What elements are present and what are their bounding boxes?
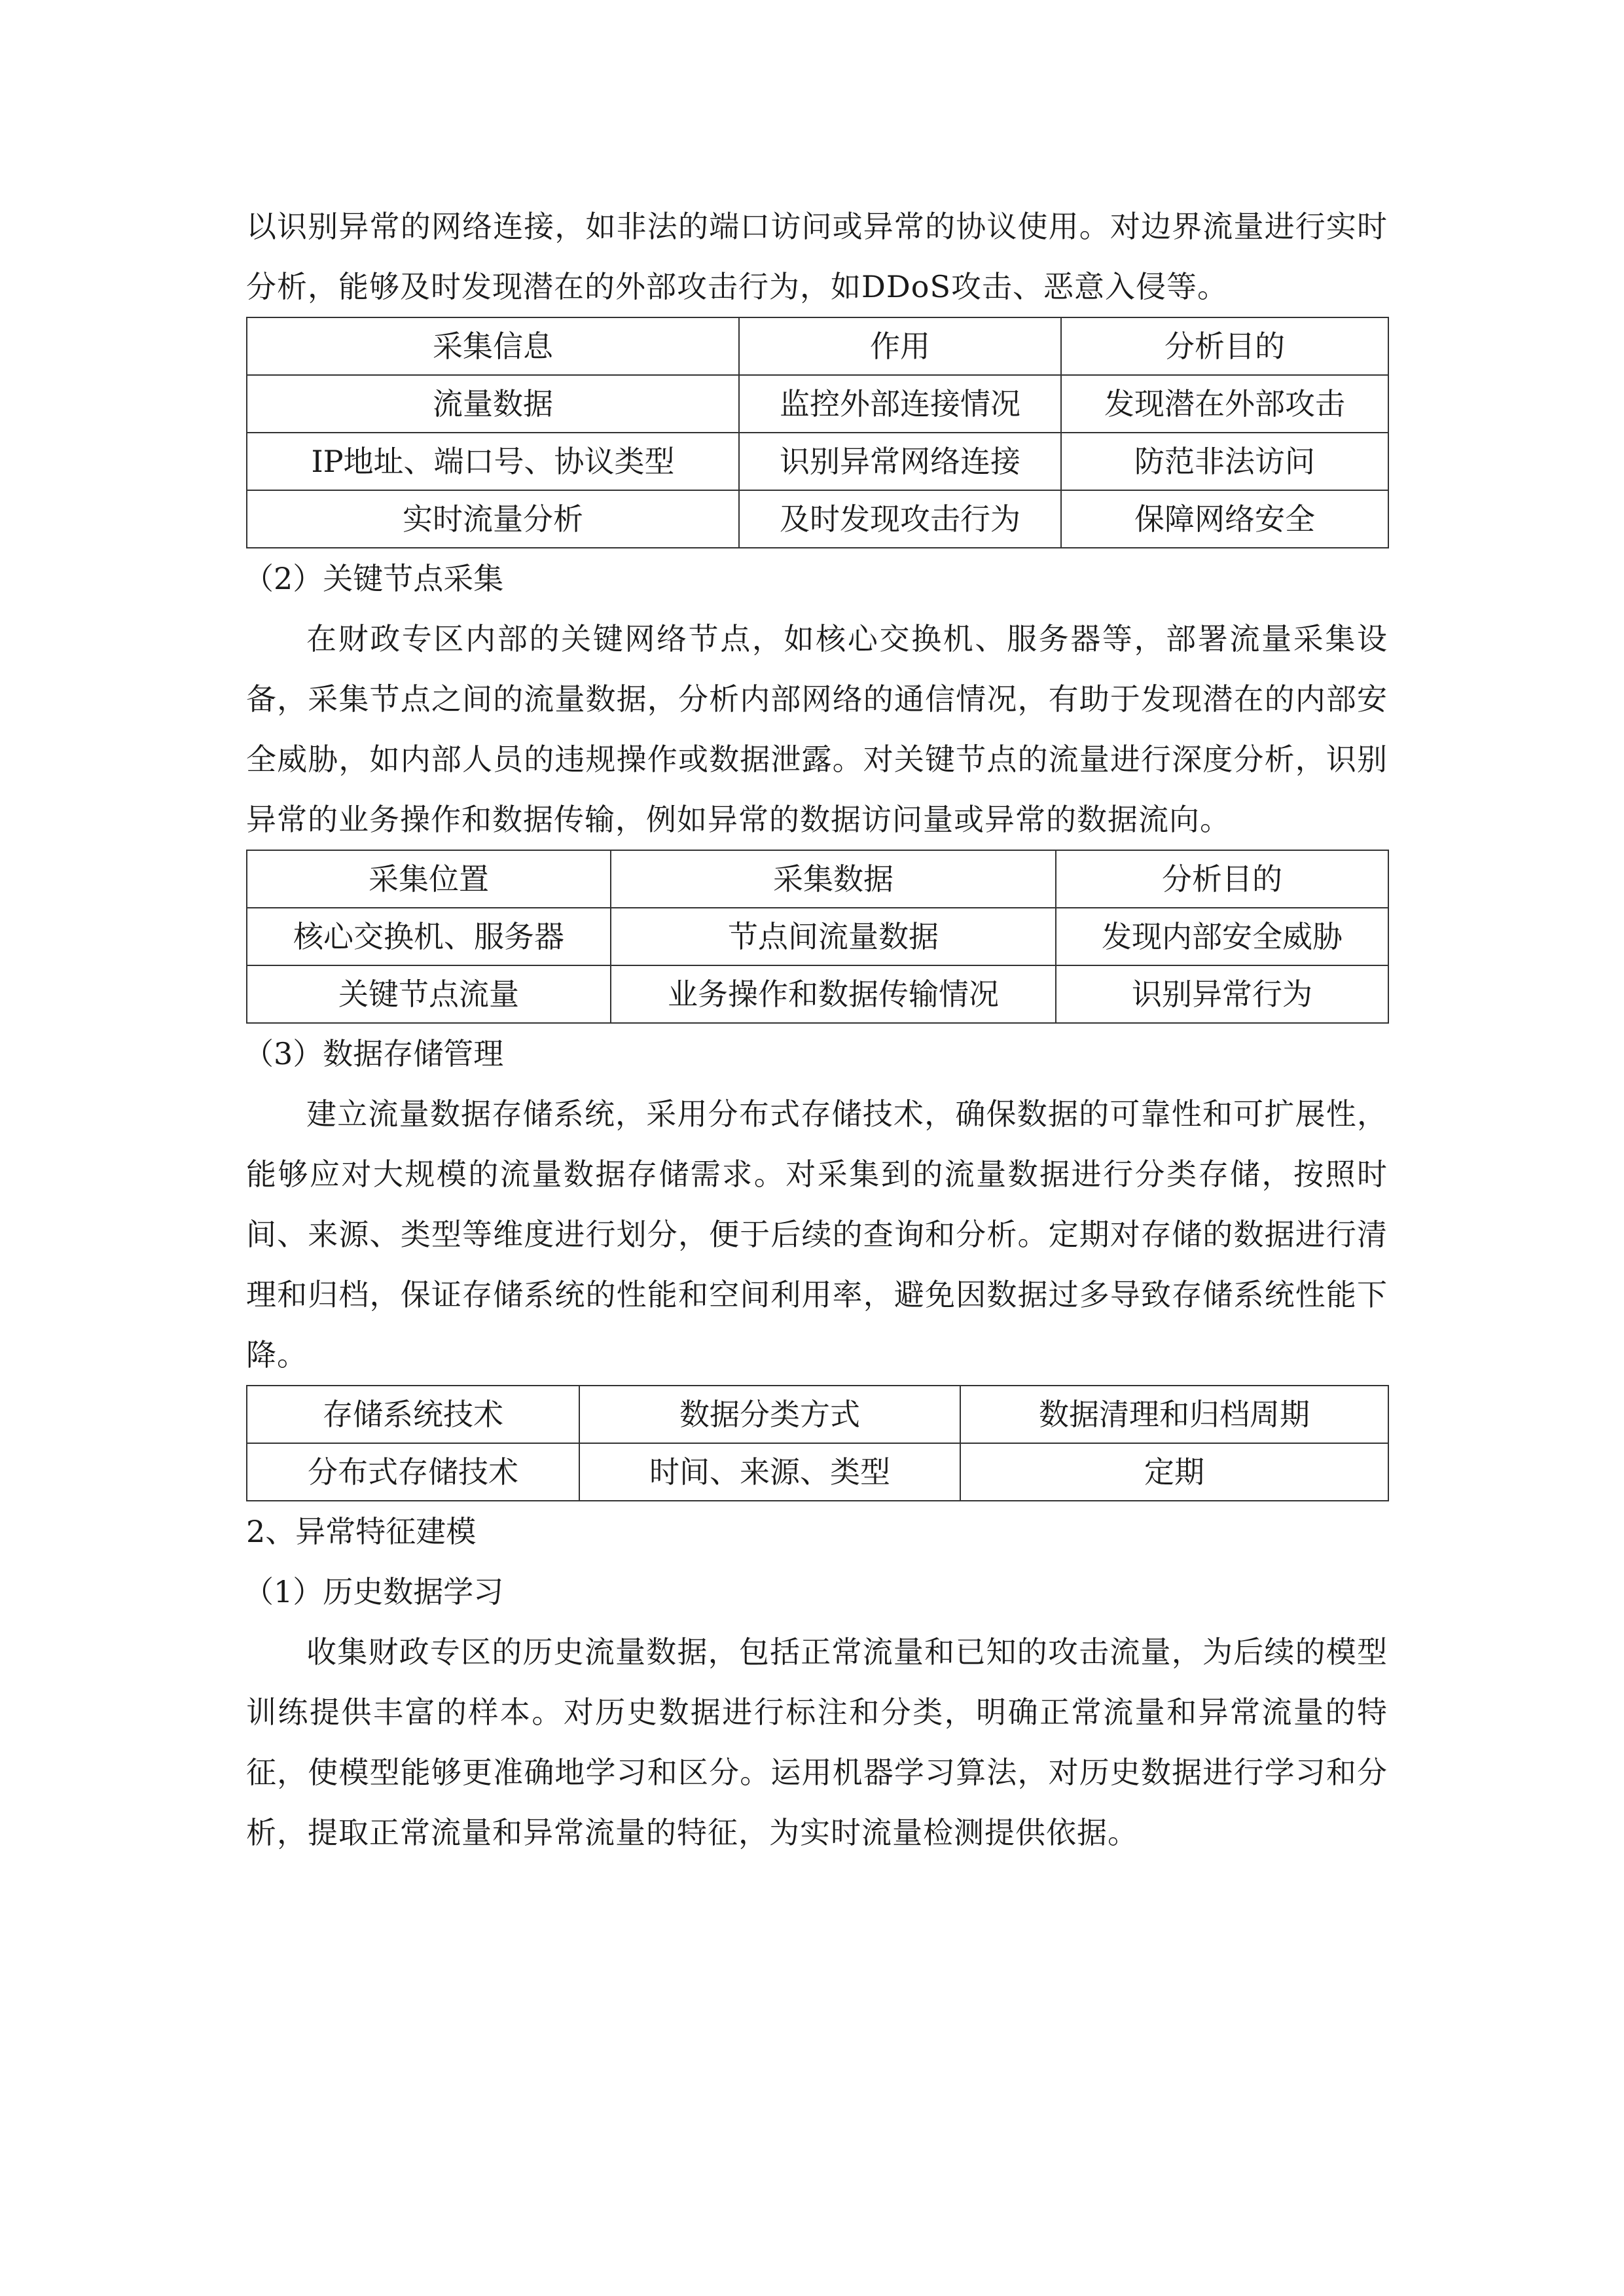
table-cell: 识别异常行为 [1056, 965, 1388, 1023]
table-header-cell: 作用 [739, 317, 1061, 375]
table-cell: IP地址、端口号、协议类型 [247, 433, 739, 490]
table-header-cell: 分析目的 [1056, 850, 1388, 908]
section-paragraph-history-learning: 收集财政专区的历史流量数据，包括正常流量和已知的攻击流量，为后续的模型训练提供丰富的样本。对历史数据进行标注和分类，明确正常流量和异常流量的特征，使模型能够更准确地学习和区分。运用机器学习算法，对历史数据进行学习和分析，提取正常流量和异常流量的特征，为实时流量检测提供依据。 [246, 1634, 1388, 1850]
table-row [247, 908, 1388, 965]
table-collection-info [246, 317, 1389, 548]
table-row [247, 433, 1388, 490]
section-heading-key-nodes: （2）关键节点采集 [244, 561, 504, 596]
table-cell: 核心交换机、服务器 [247, 908, 611, 965]
table-row [247, 490, 1388, 548]
table-header-cell: 存储系统技术 [247, 1386, 579, 1443]
table-header-cell: 采集数据 [611, 850, 1056, 908]
section-paragraph-key-nodes: 在财政专区内部的关键网络节点，如核心交换机、服务器等，部署流量采集设备，采集节点之间的流量数据，分析内部网络的通信情况，有助于发现潜在的内部安全威胁，如内部人员的违规操作或数据泄露。对关键节点的流量进行深度分析，识别异常的业务操作和数据传输，例如异常的数据访问量或异常的数据流向。 [246, 621, 1388, 837]
table-row [247, 375, 1388, 433]
table-row [247, 1443, 1388, 1501]
table-header-cell: 采集信息 [247, 317, 739, 375]
table-cell: 业务操作和数据传输情况 [611, 965, 1056, 1023]
table-cell: 保障网络安全 [1061, 490, 1388, 548]
document-page [246, 196, 1388, 1863]
table-cell: 实时流量分析 [247, 490, 739, 548]
table-cell: 流量数据 [247, 375, 739, 433]
table-cell: 监控外部连接情况 [739, 375, 1061, 433]
table-cell: 识别异常网络连接 [739, 433, 1061, 490]
table-header-row [247, 850, 1388, 908]
table-cell: 发现潜在外部攻击 [1061, 375, 1388, 433]
table-header-cell: 数据分类方式 [579, 1386, 960, 1443]
table-header-cell: 采集位置 [247, 850, 611, 908]
table-header-cell: 数据清理和归档周期 [960, 1386, 1388, 1443]
section-heading-history-learning: （1）历史数据学习 [244, 1574, 504, 1609]
table-key-nodes [246, 850, 1389, 1024]
table-cell: 关键节点流量 [247, 965, 611, 1023]
table-cell: 节点间流量数据 [611, 908, 1056, 965]
table-header-cell: 分析目的 [1061, 317, 1388, 375]
table-cell: 时间、来源、类型 [579, 1443, 960, 1501]
chapter-heading-anomaly-modeling: 2、异常特征建模 [246, 1514, 477, 1549]
intro-paragraph: 以识别异常的网络连接，如非法的端口访问或异常的协议使用。对边界流量进行实时分析，能够及时发现潜在的外部攻击行为，如DDoS攻击、恶意入侵等。 [246, 209, 1388, 304]
table-header-row [247, 317, 1388, 375]
table-row [247, 965, 1388, 1023]
section-paragraph-storage: 建立流量数据存储系统，采用分布式存储技术，确保数据的可靠性和可扩展性，能够应对大规模的流量数据存储需求。对采集到的流量数据进行分类存储，按照时间、来源、类型等维度进行划分，便于后续的查询和分析。定期对存储的数据进行清理和归档，保证存储系统的性能和空间利用率，避免因数据过多导致存储系统性能下降。 [246, 1096, 1388, 1372]
table-cell: 定期 [960, 1443, 1388, 1501]
table-storage [246, 1385, 1389, 1501]
table-cell: 及时发现攻击行为 [739, 490, 1061, 548]
table-cell: 分布式存储技术 [247, 1443, 579, 1501]
table-header-row [247, 1386, 1388, 1443]
table-cell: 防范非法访问 [1061, 433, 1388, 490]
table-cell: 发现内部安全威胁 [1056, 908, 1388, 965]
section-heading-storage: （3）数据存储管理 [244, 1036, 504, 1071]
